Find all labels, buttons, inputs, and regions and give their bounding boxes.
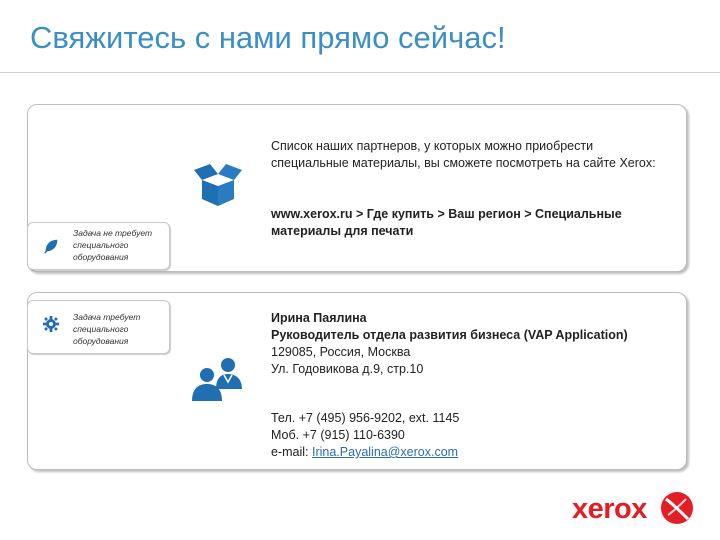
title-divider [0, 72, 720, 73]
contact-address-line1: 129085, Россия, Москва [271, 345, 411, 359]
contact-position: Руководитель отдела развития бизнеса (VAP Application) [271, 328, 628, 342]
leaf-icon [42, 237, 60, 255]
tag-no-equipment-label: Задача не требует специального оборудования [73, 228, 153, 262]
gear-icon [42, 315, 60, 333]
xerox-logo [572, 491, 697, 531]
contact-mobile: Моб. +7 (915) 110-6390 [271, 428, 405, 442]
contact-name: Ирина Паялина [271, 311, 367, 325]
box-icon [192, 158, 244, 210]
page-title: Свяжитесь с нами прямо сейчас! [30, 20, 506, 55]
contact-email-row [271, 444, 671, 461]
partners-site-path: www.xerox.ru > Где купить > Ваш регион > Специальные материалы для печати [271, 207, 622, 238]
contact-person [271, 310, 671, 378]
xerox-logo-text: xerox [572, 493, 647, 525]
xerox-ball-icon [660, 491, 694, 525]
contact-email-link[interactable]: Irina.Payalina@xerox.com [311, 445, 459, 459]
partners-description: Список наших партнеров, у которых можно приобрести специальные материалы, вы сможете посмотреть на сайте Xerox: [271, 139, 656, 170]
contact-email-label: e-mail: [271, 445, 312, 459]
contact-details [271, 410, 671, 461]
contact-address-line2: Ул. Годовикова д.9, стр.10 [271, 362, 424, 376]
tag-no-equipment [27, 222, 170, 270]
tag-requires-equipment-label: Задача требует специального оборудования [73, 312, 141, 346]
tag-requires-equipment [27, 300, 170, 354]
people-icon [190, 355, 246, 405]
contact-phone: Тел. +7 (495) 956-9202, ext. 1145 [271, 411, 460, 425]
